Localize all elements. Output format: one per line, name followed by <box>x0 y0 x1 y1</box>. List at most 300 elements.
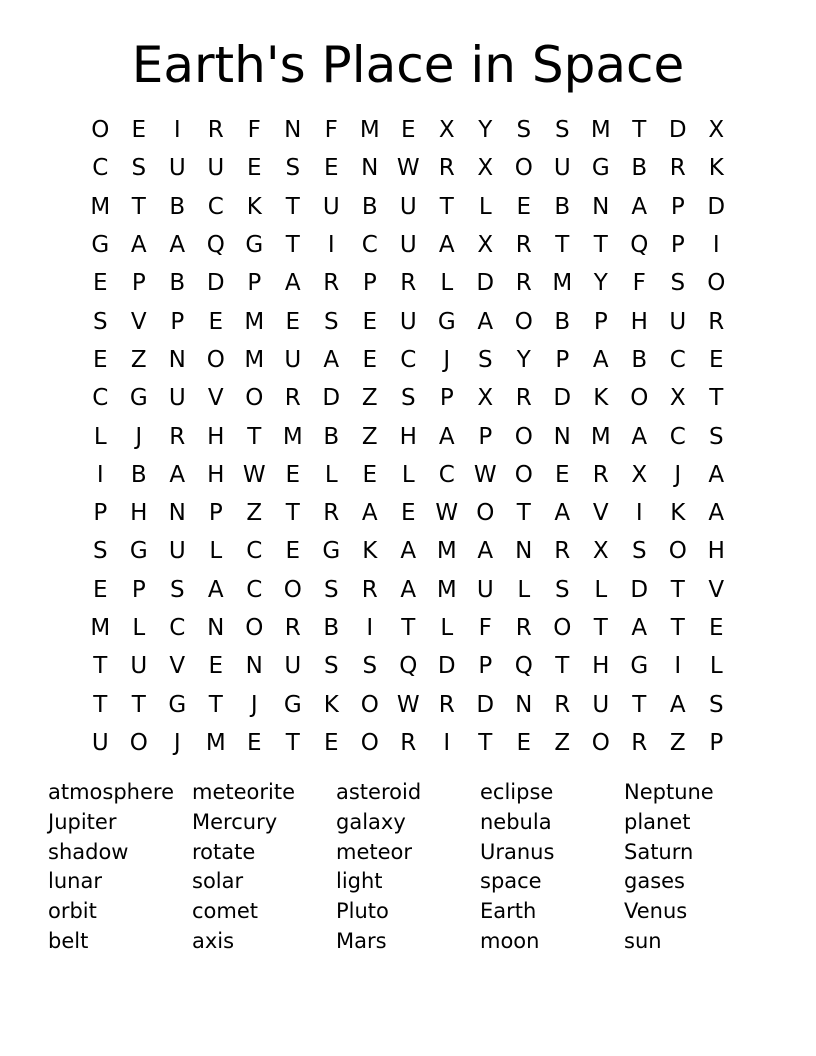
grid-cell[interactable]: Y <box>593 270 608 297</box>
grid-cell[interactable]: I <box>443 729 451 756</box>
grid-cell[interactable]: A <box>438 232 455 259</box>
grid-cell[interactable]: T <box>285 500 300 527</box>
grid-cell[interactable]: O <box>245 385 264 412</box>
grid-cell[interactable]: D <box>206 270 225 297</box>
grid-cell[interactable]: E <box>362 461 378 488</box>
grid-cell[interactable]: U <box>476 576 494 603</box>
grid-cell[interactable]: T <box>285 193 300 220</box>
grid-cell[interactable]: N <box>284 117 302 144</box>
grid-cell[interactable]: H <box>207 423 225 450</box>
grid-cell[interactable]: A <box>592 346 609 373</box>
grid-cell[interactable]: P <box>131 270 146 297</box>
grid-cell[interactable]: D <box>476 691 495 718</box>
grid-cell[interactable]: K <box>670 500 686 527</box>
grid-cell[interactable]: S <box>362 653 378 680</box>
grid-cell[interactable]: U <box>91 729 109 756</box>
grid-cell[interactable]: P <box>478 423 493 450</box>
grid-cell[interactable]: S <box>477 346 493 373</box>
grid-cell[interactable]: V <box>130 308 147 335</box>
grid-cell[interactable]: Z <box>361 385 378 412</box>
grid-cell[interactable]: S <box>554 576 570 603</box>
grid-cell[interactable]: O <box>514 308 533 335</box>
grid-cell[interactable]: L <box>93 423 107 450</box>
grid-cell[interactable]: R <box>592 461 609 488</box>
grid-cell[interactable]: S <box>323 576 339 603</box>
grid-cell[interactable]: S <box>708 423 724 450</box>
grid-cell[interactable]: N <box>168 500 186 527</box>
grid-cell[interactable]: W <box>396 155 420 182</box>
grid-cell[interactable]: F <box>632 270 646 297</box>
grid-cell[interactable]: G <box>245 232 264 259</box>
grid-cell[interactable]: S <box>92 538 108 565</box>
grid-cell[interactable]: L <box>478 193 492 220</box>
grid-cell[interactable]: D <box>322 385 341 412</box>
grid-cell[interactable]: O <box>707 270 726 297</box>
grid-cell[interactable]: B <box>361 193 378 220</box>
grid-cell[interactable]: A <box>169 232 186 259</box>
grid-cell[interactable]: L <box>324 461 338 488</box>
grid-cell[interactable]: T <box>555 232 570 259</box>
grid-cell[interactable]: A <box>669 691 686 718</box>
grid-row <box>81 647 736 685</box>
grid-cell[interactable]: R <box>438 155 455 182</box>
grid-cell[interactable]: P <box>362 270 377 297</box>
grid-cell[interactable]: Z <box>130 346 147 373</box>
grid-cell[interactable]: R <box>400 729 417 756</box>
grid-cell[interactable]: W <box>435 500 459 527</box>
grid-cell[interactable]: S <box>285 155 301 182</box>
grid-cell[interactable]: J <box>250 691 258 718</box>
grid-row <box>81 609 736 647</box>
grid-cell[interactable]: Q <box>206 232 225 259</box>
grid-cell[interactable]: G <box>591 155 610 182</box>
grid-cell[interactable]: T <box>208 691 223 718</box>
grid-row <box>81 264 736 302</box>
grid-cell[interactable]: R <box>554 538 571 565</box>
grid-cell[interactable]: D <box>476 270 495 297</box>
word-list-item: eclipse <box>480 780 554 804</box>
grid-cell[interactable]: T <box>285 729 300 756</box>
word-list-item: solar <box>192 869 244 894</box>
grid-cell[interactable]: M <box>359 117 380 144</box>
grid-cell[interactable]: E <box>285 308 301 335</box>
grid-cell[interactable]: O <box>514 461 533 488</box>
grid-cell[interactable]: B <box>554 308 571 335</box>
grid-cell[interactable]: X <box>477 385 494 412</box>
grid-cell[interactable]: P <box>439 385 454 412</box>
grid-cell[interactable]: R <box>323 270 340 297</box>
grid-cell[interactable]: S <box>670 270 686 297</box>
grid-cell[interactable]: M <box>590 423 611 450</box>
grid-cell[interactable]: M <box>205 729 226 756</box>
grid-cell[interactable]: S <box>516 117 532 144</box>
grid-cell[interactable]: K <box>362 538 378 565</box>
grid-cell[interactable]: E <box>516 729 532 756</box>
grid-cell[interactable]: I <box>712 232 720 259</box>
grid-row <box>81 571 736 609</box>
grid-cell[interactable]: A <box>400 538 417 565</box>
grid-cell[interactable]: E <box>554 461 570 488</box>
grid-cell[interactable]: O <box>245 615 264 641</box>
grid-cell[interactable]: B <box>554 193 571 220</box>
grid-cell[interactable]: E <box>92 270 108 297</box>
grid-cell[interactable]: P <box>670 232 685 259</box>
grid-cell[interactable]: H <box>707 538 725 565</box>
grid-cell[interactable]: U <box>553 155 571 182</box>
grid-cell[interactable]: R <box>515 615 532 641</box>
grid-cell[interactable]: I <box>674 653 682 680</box>
grid-cell[interactable]: A <box>631 193 648 220</box>
grid-cell[interactable]: L <box>440 615 454 641</box>
grid-cell[interactable]: U <box>592 691 610 718</box>
grid-cell[interactable]: E <box>400 500 416 527</box>
grid-cell[interactable]: L <box>709 653 723 680</box>
grid-cell[interactable]: E <box>323 729 339 756</box>
grid-cell[interactable]: M <box>244 308 265 335</box>
grid-cell[interactable]: U <box>130 653 148 680</box>
grid-cell[interactable]: O <box>360 729 379 756</box>
grid-cell[interactable]: D <box>707 193 726 220</box>
grid-cell[interactable]: L <box>401 461 415 488</box>
grid-cell[interactable]: E <box>131 117 147 144</box>
grid-cell[interactable]: B <box>169 193 186 220</box>
grid-cell[interactable]: M <box>90 193 111 220</box>
grid-cell[interactable]: R <box>438 691 455 718</box>
grid-cell[interactable]: C <box>669 346 686 373</box>
grid-cell[interactable]: U <box>399 232 417 259</box>
grid-cell[interactable]: K <box>246 193 262 220</box>
grid-cell[interactable]: P <box>709 729 724 756</box>
grid-cell[interactable]: R <box>169 423 186 450</box>
grid-cell[interactable]: L <box>594 576 608 603</box>
grid-cell[interactable]: I <box>327 232 335 259</box>
grid-cell[interactable]: F <box>324 117 338 144</box>
grid-cell[interactable]: A <box>130 232 147 259</box>
grid-cell[interactable]: U <box>168 155 186 182</box>
grid-cell[interactable]: B <box>323 423 340 450</box>
grid-cell[interactable]: R <box>631 729 648 756</box>
grid-cell[interactable]: G <box>437 308 456 335</box>
grid-cell[interactable]: G <box>630 653 649 680</box>
grid-cell[interactable]: T <box>593 615 608 641</box>
grid-cell[interactable]: P <box>170 308 185 335</box>
grid-cell[interactable]: E <box>208 308 224 335</box>
grid-cell[interactable]: K <box>323 691 339 718</box>
grid-cell[interactable]: R <box>515 385 532 412</box>
grid-cell[interactable]: U <box>322 193 340 220</box>
grid-cell[interactable]: I <box>366 615 374 641</box>
word-list-item: Earth <box>480 899 537 924</box>
grid-cell[interactable]: T <box>478 729 493 756</box>
grid-cell[interactable]: N <box>553 423 571 450</box>
grid-cell[interactable]: V <box>169 653 186 680</box>
grid-cell[interactable]: O <box>476 500 495 527</box>
grid-cell[interactable]: N <box>592 193 610 220</box>
grid-cell[interactable]: E <box>285 538 301 565</box>
grid-cell[interactable]: A <box>400 576 417 603</box>
grid-cell[interactable]: O <box>553 615 572 641</box>
grid-cell[interactable]: V <box>207 385 224 412</box>
grid-cell[interactable]: O <box>360 691 379 718</box>
grid-cell[interactable]: L <box>132 615 146 641</box>
grid-cell[interactable]: V <box>592 500 609 527</box>
grid-cell[interactable]: O <box>206 346 225 373</box>
grid-cell[interactable]: G <box>129 538 148 565</box>
grid-cell[interactable]: O <box>129 729 148 756</box>
grid-cell[interactable]: E <box>92 576 108 603</box>
grid-cell[interactable]: K <box>593 385 609 412</box>
grid-cell[interactable]: S <box>92 308 108 335</box>
grid-cell[interactable]: H <box>399 423 417 450</box>
grid-cell[interactable]: A <box>477 308 494 335</box>
grid-cell[interactable]: P <box>478 653 493 680</box>
grid-cell[interactable]: C <box>246 538 263 565</box>
grid-cell[interactable]: H <box>592 653 610 680</box>
grid-cell[interactable]: T <box>555 653 570 680</box>
grid-cell[interactable]: R <box>361 576 378 603</box>
grid-cell[interactable]: T <box>632 691 647 718</box>
grid-cell[interactable]: T <box>93 691 108 718</box>
grid-cell[interactable]: R <box>669 155 686 182</box>
grid-cell[interactable]: I <box>96 461 104 488</box>
grid-cell[interactable]: A <box>323 346 340 373</box>
grid-cell[interactable]: X <box>592 538 609 565</box>
grid-cell[interactable]: B <box>323 615 340 641</box>
grid-cell[interactable]: J <box>674 461 682 488</box>
grid-cell[interactable]: X <box>669 385 686 412</box>
word-list-item: Mars <box>336 928 387 953</box>
grid-cell[interactable]: M <box>552 270 573 297</box>
grid-cell[interactable]: N <box>207 615 225 641</box>
grid-cell[interactable]: D <box>437 653 456 680</box>
grid-cell[interactable]: R <box>207 117 224 144</box>
grid-cell[interactable]: D <box>553 385 572 412</box>
grid-cell[interactable]: B <box>631 155 648 182</box>
grid-cell[interactable]: M <box>282 423 303 450</box>
grid-cell[interactable]: B <box>130 461 147 488</box>
grid-cell[interactable]: J <box>173 729 181 756</box>
grid-cell[interactable]: A <box>438 423 455 450</box>
grid-cell[interactable]: R <box>708 308 725 335</box>
grid-cell[interactable]: U <box>168 385 186 412</box>
grid-cell[interactable]: Z <box>554 729 571 756</box>
grid-cell[interactable]: H <box>630 308 648 335</box>
grid-cell[interactable]: T <box>93 653 108 680</box>
grid-cell[interactable]: W <box>396 691 420 718</box>
grid-cell[interactable]: U <box>399 308 417 335</box>
grid-cell[interactable]: S <box>169 576 185 603</box>
grid-cell[interactable]: C <box>438 461 455 488</box>
grid-cell[interactable]: P <box>670 193 685 220</box>
grid-cell[interactable]: S <box>708 691 724 718</box>
grid-cell[interactable]: X <box>631 461 648 488</box>
grid-cell[interactable]: P <box>93 500 108 527</box>
grid-cell[interactable]: E <box>246 729 262 756</box>
grid-cell[interactable]: S <box>323 308 339 335</box>
grid-cell[interactable]: T <box>439 193 454 220</box>
grid-cell[interactable]: R <box>515 270 532 297</box>
grid-cell[interactable]: O <box>514 423 533 450</box>
grid-cell[interactable]: N <box>245 653 263 680</box>
grid-cell[interactable]: T <box>709 385 724 412</box>
grid-cell[interactable]: S <box>323 653 339 680</box>
grid-cell[interactable]: C <box>92 155 109 182</box>
grid-cell[interactable]: E <box>708 346 724 373</box>
grid-cell[interactable]: Z <box>246 500 263 527</box>
grid-cell[interactable]: M <box>436 538 457 565</box>
grid-cell[interactable]: M <box>244 346 265 373</box>
grid-cell[interactable]: R <box>554 691 571 718</box>
letter-grid[interactable] <box>81 111 736 762</box>
grid-cell[interactable]: A <box>284 270 301 297</box>
grid-cell[interactable]: A <box>169 461 186 488</box>
grid-cell[interactable]: T <box>516 500 531 527</box>
grid-cell[interactable]: M <box>90 615 111 641</box>
grid-cell[interactable]: E <box>92 346 108 373</box>
grid-cell[interactable]: P <box>555 346 570 373</box>
word-list-item: Jupiter <box>48 809 117 834</box>
grid-cell[interactable]: T <box>670 615 685 641</box>
grid-cell[interactable]: O <box>630 385 649 412</box>
grid-cell[interactable]: F <box>478 615 492 641</box>
grid-cell[interactable]: S <box>400 385 416 412</box>
grid-cell[interactable]: O <box>91 117 110 144</box>
grid-cell[interactable]: N <box>361 155 379 182</box>
grid-cell[interactable]: D <box>630 576 649 603</box>
grid-cell[interactable]: Z <box>669 729 686 756</box>
grid-cell[interactable]: T <box>247 423 262 450</box>
grid-cell[interactable]: Y <box>478 117 493 144</box>
grid-cell[interactable]: A <box>361 500 378 527</box>
grid-cell[interactable]: L <box>209 538 223 565</box>
grid-cell[interactable]: E <box>208 653 224 680</box>
grid-cell[interactable]: F <box>247 117 261 144</box>
grid-cell[interactable]: X <box>438 117 455 144</box>
grid-cell[interactable]: E <box>516 193 532 220</box>
grid-cell[interactable]: C <box>246 576 263 603</box>
grid-cell[interactable]: X <box>477 155 494 182</box>
grid-cell[interactable]: G <box>283 691 302 718</box>
grid-cell[interactable]: W <box>242 461 266 488</box>
grid-cell[interactable]: X <box>708 117 725 144</box>
grid-cell[interactable]: T <box>131 691 146 718</box>
grid-cell[interactable]: E <box>708 615 724 641</box>
grid-cell[interactable]: R <box>323 500 340 527</box>
grid-cell[interactable]: A <box>207 576 224 603</box>
grid-cell[interactable]: X <box>477 232 494 259</box>
grid-cell[interactable]: O <box>514 155 533 182</box>
grid-cell[interactable]: O <box>668 538 687 565</box>
grid-cell[interactable]: N <box>515 538 533 565</box>
grid-cell[interactable]: A <box>631 615 648 641</box>
grid-cell[interactable]: I <box>173 117 181 144</box>
grid-cell[interactable]: U <box>669 308 687 335</box>
grid-cell[interactable]: L <box>517 576 531 603</box>
grid-cell[interactable]: A <box>708 461 725 488</box>
grid-cell[interactable]: J <box>135 423 143 450</box>
grid-cell[interactable]: C <box>400 346 417 373</box>
grid-cell[interactable]: E <box>400 117 416 144</box>
grid-cell[interactable]: K <box>708 155 724 182</box>
grid-cell[interactable]: N <box>168 346 186 373</box>
grid-cell[interactable]: U <box>399 193 417 220</box>
grid-cell[interactable]: G <box>322 538 341 565</box>
word-list-item: gases <box>624 869 686 894</box>
grid-cell[interactable]: A <box>477 538 494 565</box>
grid-cell[interactable]: C <box>169 615 186 641</box>
grid-cell[interactable]: C <box>669 423 686 450</box>
grid-cell[interactable]: B <box>169 270 186 297</box>
grid-cell[interactable]: U <box>168 538 186 565</box>
grid-cell[interactable]: A <box>554 500 571 527</box>
grid-cell[interactable]: H <box>130 500 148 527</box>
grid-cell[interactable]: Z <box>361 423 378 450</box>
grid-cell[interactable]: Q <box>399 653 418 680</box>
grid-cell[interactable]: P <box>593 308 608 335</box>
grid-cell[interactable]: P <box>208 500 223 527</box>
grid-cell[interactable]: C <box>207 193 224 220</box>
grid-cell[interactable]: H <box>207 461 225 488</box>
grid-cell[interactable]: E <box>362 346 378 373</box>
grid-cell[interactable]: M <box>436 576 457 603</box>
grid-cell[interactable]: S <box>131 155 147 182</box>
grid-cell[interactable]: L <box>440 270 454 297</box>
grid-cell[interactable]: E <box>246 155 262 182</box>
grid-cell[interactable]: T <box>285 232 300 259</box>
grid-cell[interactable]: J <box>443 346 451 373</box>
grid-cell[interactable]: A <box>631 423 648 450</box>
grid-cell[interactable]: V <box>708 576 725 603</box>
grid-cell[interactable]: E <box>285 461 301 488</box>
grid-cell[interactable]: I <box>635 500 643 527</box>
grid-cell[interactable]: E <box>323 155 339 182</box>
grid-cell[interactable]: U <box>207 155 225 182</box>
grid-cell[interactable]: E <box>362 308 378 335</box>
grid-cell[interactable]: S <box>631 538 647 565</box>
grid-cell[interactable]: Q <box>630 232 649 259</box>
grid-cell[interactable]: T <box>131 193 146 220</box>
grid-cell[interactable]: D <box>668 117 687 144</box>
grid-cell[interactable]: U <box>284 653 302 680</box>
grid-cell[interactable]: R <box>284 385 301 412</box>
grid-cell[interactable]: T <box>593 232 608 259</box>
grid-cell[interactable]: R <box>284 615 301 641</box>
grid-cell[interactable]: W <box>473 461 497 488</box>
grid-cell[interactable]: R <box>515 232 532 259</box>
grid-cell[interactable]: C <box>361 232 378 259</box>
grid-cell[interactable]: G <box>129 385 148 412</box>
grid-cell[interactable]: M <box>590 117 611 144</box>
grid-cell[interactable]: G <box>168 691 187 718</box>
grid-cell[interactable]: T <box>670 576 685 603</box>
grid-cell[interactable]: C <box>92 385 109 412</box>
grid-cell[interactable]: Y <box>516 346 531 373</box>
grid-cell[interactable]: P <box>247 270 262 297</box>
grid-cell[interactable]: P <box>131 576 146 603</box>
grid-cell[interactable]: S <box>554 117 570 144</box>
grid-cell[interactable]: R <box>400 270 417 297</box>
grid-cell[interactable]: O <box>591 729 610 756</box>
grid-cell[interactable]: T <box>401 615 416 641</box>
grid-cell[interactable]: U <box>284 346 302 373</box>
grid-cell[interactable]: A <box>708 500 725 527</box>
grid-cell[interactable]: N <box>515 691 533 718</box>
grid-cell[interactable]: T <box>632 117 647 144</box>
grid-cell[interactable]: Q <box>514 653 533 680</box>
grid-cell[interactable]: B <box>631 346 648 373</box>
grid-cell[interactable]: O <box>283 576 302 603</box>
grid-cell[interactable]: G <box>91 232 110 259</box>
